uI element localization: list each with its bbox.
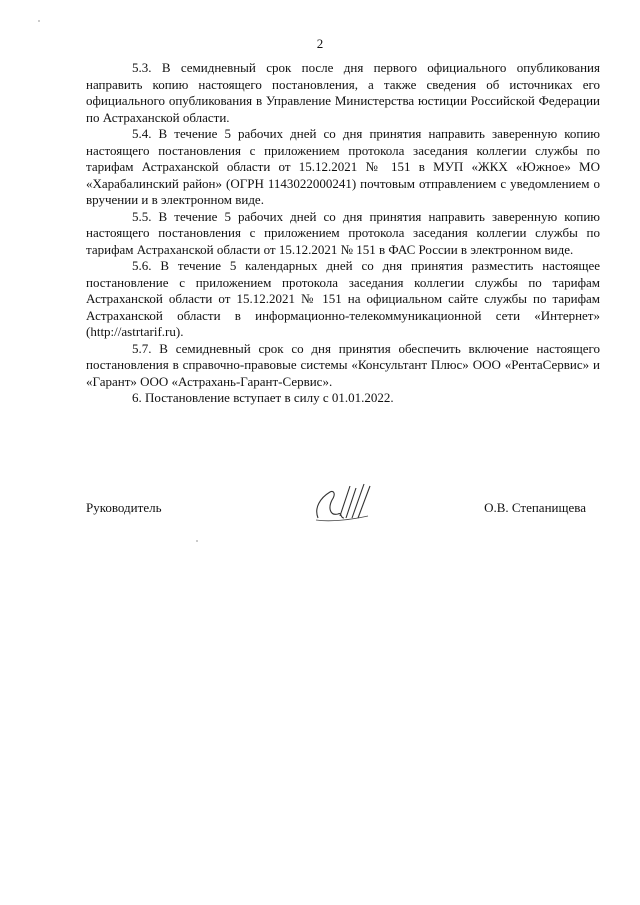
paragraph-5-5: 5.5. В течение 5 рабочих дней со дня принятия направить заверенную копию настоящего постановления с приложением протокола заседания коллегии службы по тарифам Астраханской области от 15.12.2021 № 151 в ФАС России в электронном виде.: [86, 208, 600, 257]
scan-speck: [196, 540, 198, 542]
scan-speck: [38, 20, 40, 22]
paragraph-5-7: 5.7. В семидневный срок со дня принятия обеспечить включение настоящего постановления в справочно-правовые системы «Консультант Плюс» ООО «РентаСервис» и «Гарант» ООО «Астрахань-Гарант-Сервис».: [86, 340, 600, 389]
paragraph-5-6: 5.6. В течение 5 календарных дней со дня принятия разместить настоящее постановление с приложением протокола заседания коллегии службы по тарифам Астраханской области от 15.12.2021 № 151 на официальном сайте службы по тарифам Астраханской области в информационно-телекоммуникационной сети «Интернет» (http://astrtarif.ru).: [86, 258, 600, 339]
paragraph-5-4: 5.4. В течение 5 рабочих дней со дня принятия направить заверенную копию настоящего постановления с приложением протокола заседания коллегии службы по тарифам Астраханской области от 15.12.2021 № 151 в МУП «ЖКХ «Южное» МО «Харабалинский район» (ОГРН 1143022000241) почтовым отправлением с уведомлением о вручении и в электронном виде.: [86, 126, 600, 207]
paragraph-6: 6. Постановление вступает в силу с 01.01.2022.: [132, 390, 394, 405]
document-body: [86, 60, 600, 407]
handwritten-signature: [310, 478, 380, 528]
paragraph-5-3: 5.3. В семидневный срок после дня первого официального опубликования направить копию настоящего постановления, а также сведения об источниках его официального опубликования в Управление Министерства юстиции Российской Федерации по Астраханской области.: [86, 60, 600, 125]
page-number: 2: [316, 36, 324, 51]
signatory-title: Руководитель: [86, 500, 162, 515]
signatory-name: О.В. Степанищева: [484, 500, 586, 515]
signature-block: [86, 478, 600, 538]
